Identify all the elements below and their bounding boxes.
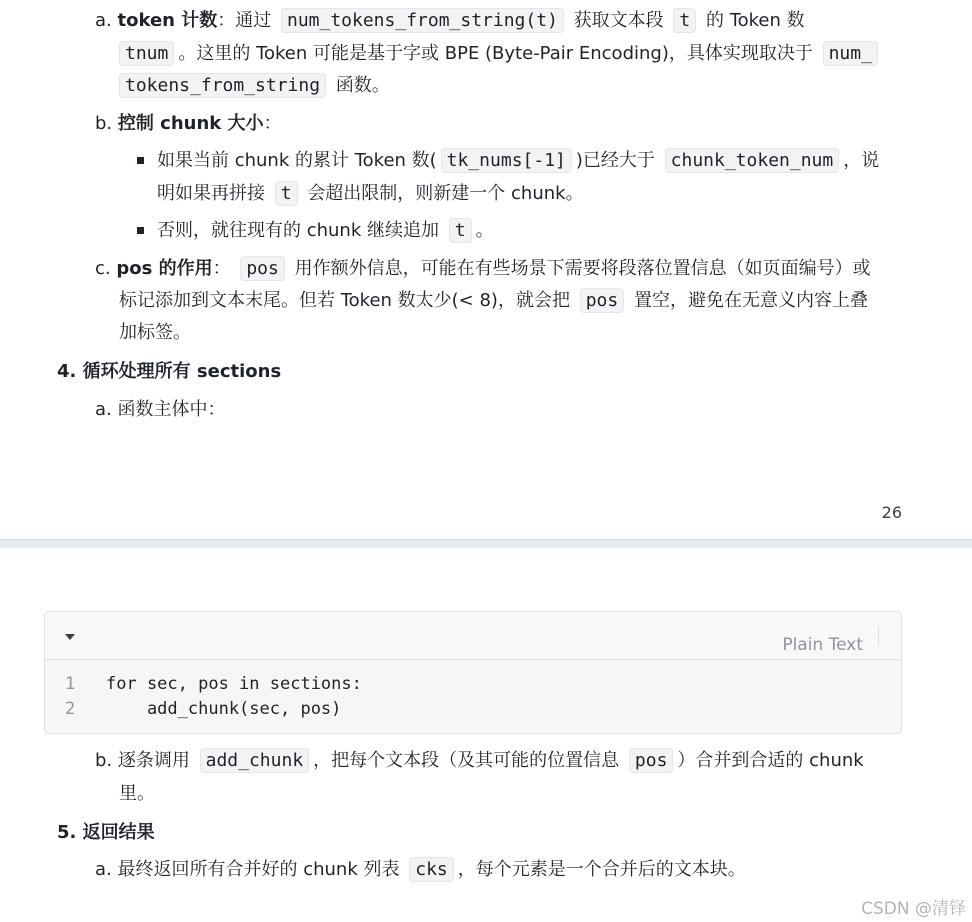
- inline-code: num_tokens_from_string(t): [281, 8, 564, 33]
- collapse-caret-icon[interactable]: [65, 634, 75, 640]
- inline-code: tokens_from_string: [119, 73, 326, 98]
- item-a-line1: a. token 计数：通过 num_tokens_from_string(t) 获取文本段 t 的 Token 数: [95, 10, 805, 31]
- code-line: add_chunk(sec, pos): [106, 699, 342, 719]
- inline-code: t: [673, 8, 696, 33]
- bullet1-line1: 如果当前 chunk 的累计 Token 数( tk_nums[-1] )已经大于 chunk_token_num ，说: [157, 150, 880, 171]
- inline-code: num_: [823, 41, 878, 66]
- section-4-title: 4. 循环处理所有 sections: [57, 361, 282, 382]
- item-a-line2: tnum 。这里的 Token 可能是基于字或 BPE (Byte-Pair Encoding)，具体实现取决于 num_: [119, 42, 882, 66]
- inline-code: pos: [240, 256, 285, 281]
- item-b-title: 控制 chunk 大小: [117, 113, 264, 134]
- inline-code: t: [449, 218, 472, 243]
- bullet2-line: 否则，就往现有的 chunk 继续追加 t 。: [157, 220, 494, 241]
- line-number: 1: [65, 674, 76, 694]
- item-c-title: pos 的作用: [116, 258, 213, 279]
- section-5-title: 5. 返回结果: [57, 822, 155, 843]
- section-4-item-a: a. 函数主体中：: [95, 399, 226, 420]
- line-number: 2: [65, 699, 76, 719]
- inline-code: pos: [629, 748, 674, 773]
- code-block-header: [45, 612, 901, 660]
- bullet-icon: [137, 227, 144, 234]
- inline-code: tk_nums[-1]: [441, 148, 572, 173]
- bullet1-line2: 明如果再拼接 t 会超出限制，则新建一个 chunk。: [157, 183, 584, 204]
- item-b-heading: b. 控制 chunk 大小：: [95, 113, 282, 134]
- code-language-label[interactable]: Plain Text: [782, 635, 863, 655]
- item-a-line3: tokens_from_string 函数。: [119, 74, 390, 98]
- inline-code: add_chunk: [200, 748, 310, 773]
- code-line: for sec, pos in sections:: [106, 674, 362, 694]
- inline-code: chunk_token_num: [665, 148, 840, 173]
- page-break-divider: [0, 539, 972, 548]
- inline-code: pos: [580, 288, 625, 313]
- header-divider: [878, 626, 879, 646]
- inline-code: t: [275, 181, 298, 206]
- item-c-line2: 标记添加到文本末尾。但若 Token 数太少(< 8)，就会把 pos 置空，避免在无意义内容上叠: [119, 290, 868, 311]
- item-c-line1: c. pos 的作用： pos 用作额外信息，可能在有些场景下需要将段落位置信息（如页面编号）或: [95, 258, 871, 279]
- page2-item-b-line2: 里。: [119, 783, 155, 804]
- code-block: [44, 611, 902, 734]
- inline-code: cks: [409, 857, 454, 882]
- page-number: 26: [881, 503, 902, 522]
- bullet-icon: [137, 157, 144, 164]
- watermark: CSDN @清铎: [861, 899, 966, 919]
- page2-item-b-line1: b. 逐条调用 add_chunk ，把每个文本段（及其可能的位置信息 pos ）合并到合适的 chunk: [95, 750, 864, 771]
- inline-code: tnum: [119, 41, 174, 66]
- section-5-item-a: a. 最终返回所有合并好的 chunk 列表 cks ，每个元素是一个合并后的文本块。: [95, 859, 746, 880]
- item-a-title: token 计数: [117, 10, 218, 31]
- item-c-line3: 加标签。: [119, 322, 191, 343]
